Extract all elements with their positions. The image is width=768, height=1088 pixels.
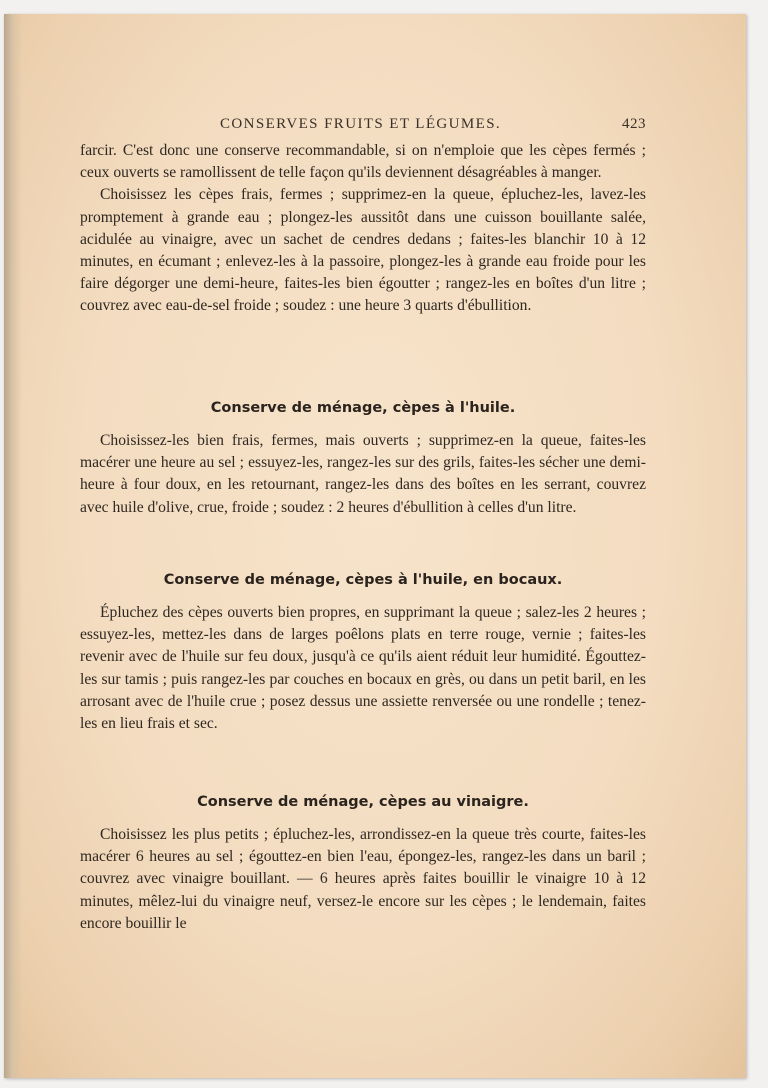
book-page	[4, 14, 746, 1078]
section-heading-3: Conserve de ménage, cèpes au vinaigre.	[197, 794, 529, 810]
running-head-title: CONSERVES FRUITS ET LÉGUMES.	[220, 116, 502, 132]
section-paragraph-3: Choisissez les plus petits ; épluchez-les, arrondissez-en la queue très courte, faites-les macérer 6 heures au sel ; égouttez-en bien l'eau, épongez-les, rangez-les dans un baril ; couvrez avec vinaigre bouillant. — 6 heures après faites bouillir le vinaigre 10 à 12 minutes, mêlez-lui du vinaigre neuf, versez-le encore sur les cèpes ; le lendemain, faites encore bouillir le	[80, 826, 646, 932]
section-2	[80, 602, 646, 735]
intro-paragraph-2: Choisissez les cèpes frais, fermes ; supprimez-en la queue, épluchez-les, lavez-les promptement à grande eau ; plongez-les aussitôt dans une cuisson bouillante salée, acidulée au vinaigre, avec un sachet de cendres dedans ; faites-les blanchir 10 à 12 minutes, en écumant ; enlevez-les à la passoire, plongez-les à grande eau froide pour les faire dégorger une demi-heure, faites-les bien égoutter ; rangez-les en boîtes d'un litre ; couvrez avec eau-de-sel froide ; soudez : une heure 3 quarts d'ébullition.	[80, 186, 646, 315]
section-paragraph-2: Épluchez des cèpes ouverts bien propres, en supprimant la queue ; salez-les 2 heures ; essuyez-les, mettez-les dans de larges poêlons plats en terre rouge, vernie ; faites-les revenir avec de l'huile sur feu doux, jusqu'à ce qu'ils aient réduit leur humidité. Égouttez-les sur tamis ; puis rangez-les par couches en bocaux en grès, ou dans un petit baril, en les arrosant avec de l'huile crue ; posez dessus une assiette renversée ou une rondelle ; tenez-les en lieu frais et sec.	[80, 604, 646, 733]
section-heading-1: Conserve de ménage, cèpes à l'huile.	[210, 400, 516, 416]
page-binding-shadow	[4, 14, 22, 1078]
section-heading-2: Conserve de ménage, cèpes à l'huile, en bocaux.	[163, 572, 563, 588]
section-paragraph-1: Choisissez-les bien frais, fermes, mais ouverts ; supprimez-en la queue, faites-les macérer une heure au sel ; essuyez-les, rangez-les sur des grils, faites-les sécher une demi-heure à four doux, en les retournant, rangez-les dans des boîtes en les serrant, couvrez avec huile d'olive, crue, froide ; soudez : 2 heures d'ébullition à celles d'un litre.	[80, 432, 646, 516]
running-head	[80, 114, 646, 136]
page-number: 423	[622, 116, 646, 132]
section-3	[80, 824, 646, 935]
intro-paragraph-1: farcir. C'est donc une conserve recommandable, si on n'emploie que les cèpes fermés ; ceux ouverts se ramollissent de telle façon qu'ils deviennent désagréables à manger.	[80, 142, 646, 182]
section-1	[80, 430, 646, 519]
intro-text	[80, 140, 646, 318]
